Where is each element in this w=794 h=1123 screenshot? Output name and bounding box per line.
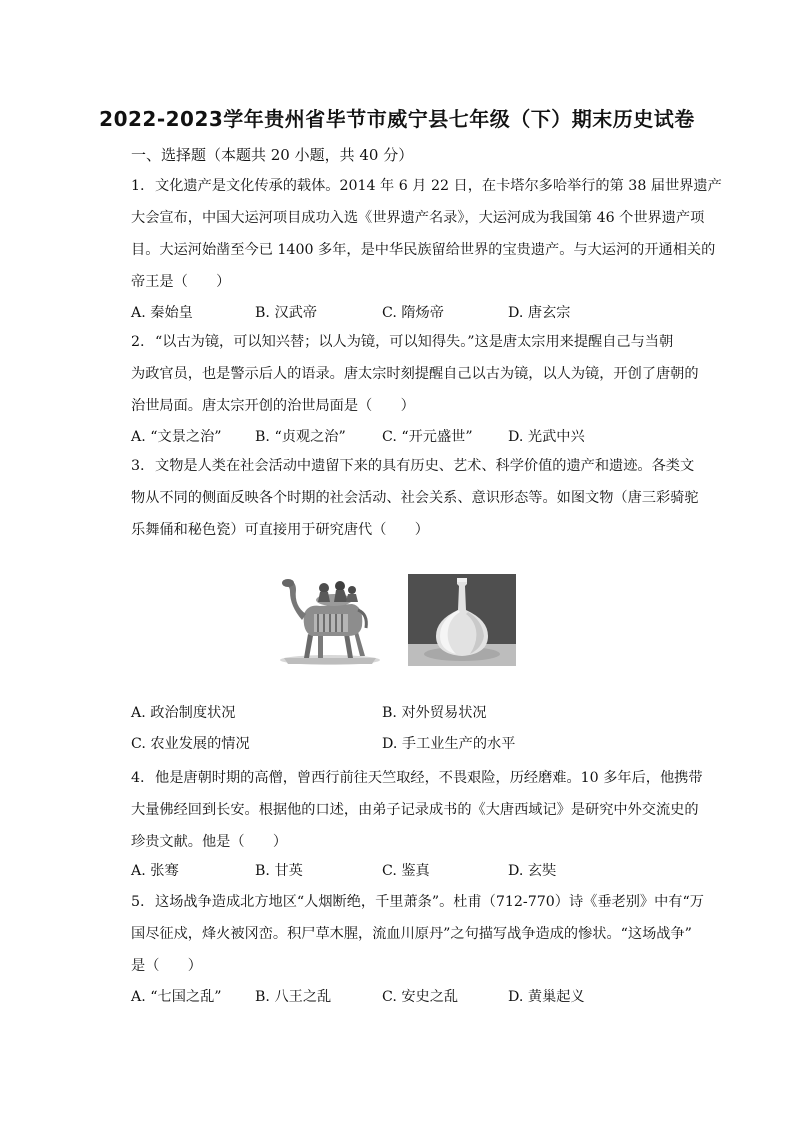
question-text-line: 治世局面。唐太宗开创的治世局面是（ ） bbox=[131, 398, 415, 414]
question-text-line: 珍贵文献。他是（ ） bbox=[131, 834, 288, 850]
question-text-line: 大会宣布，中国大运河项目成功入选《世界遗产名录》，大运河成为我国第 46 个世界遗产项 bbox=[131, 210, 705, 226]
question-2 bbox=[131, 326, 699, 422]
option-a[interactable]: A. 秦始皇 bbox=[131, 305, 193, 321]
option-b[interactable]: B. “贞观之治” bbox=[255, 429, 346, 445]
question-text-line: 他是唐朝时期的高僧，曾西行前往天竺取经，不畏艰险，历经磨难。10 多年后，他携带 bbox=[155, 770, 703, 786]
option-c[interactable]: C. 鉴真 bbox=[382, 863, 430, 879]
question-text-line: 大量佛经回到长安。根据他的口述，由弟子记录成书的《大唐西域记》是研究中外交流史的 bbox=[131, 802, 699, 818]
option-c[interactable]: C. 农业发展的情况 bbox=[131, 736, 250, 752]
question-text-line: 这场战争造成北方地区“人烟断绝，千里萧条”。杜甫（712-770）诗《垂老别》中有“万 bbox=[155, 894, 704, 910]
porcelain-vase-image bbox=[408, 574, 516, 666]
question-text-line: 目。大运河始凿至今已 1400 多年，是中华民族留给世界的宝贵遗产。与大运河的开通相关的 bbox=[131, 242, 716, 258]
question-number: 1. bbox=[131, 178, 145, 194]
option-d[interactable]: D. 唐玄宗 bbox=[508, 305, 571, 321]
question-4 bbox=[131, 762, 703, 858]
question-text-line: 国尽征戍，烽火被冈峦。积尸草木腥，流血川原丹”之句描写战争造成的惨状。“这场战争” bbox=[131, 926, 692, 942]
question-4-options bbox=[131, 860, 731, 888]
camel-figurine-image bbox=[278, 574, 382, 666]
question-text-line: 文化遗产是文化传承的载体。2014 年 6 月 22 日，在卡塔尔多哈举行的第 38 届世界遗产 bbox=[155, 178, 722, 194]
option-b[interactable]: B. 甘英 bbox=[255, 863, 303, 879]
page-title: 2022-2023学年贵州省毕节市威宁县七年级（下）期末历史试卷 bbox=[99, 107, 695, 131]
question-text-line: 乐舞俑和秘色瓷）可直接用于研究唐代（ ） bbox=[131, 522, 429, 538]
option-d[interactable]: D. 手工业生产的水平 bbox=[382, 736, 516, 752]
option-b[interactable]: B. 汉武帝 bbox=[255, 305, 318, 321]
question-text-line: “以古为镜，可以知兴替；以人为镜，可以知得失。”这是唐太宗用来提醒自己与当朝 bbox=[155, 334, 674, 350]
question-number: 5. bbox=[131, 894, 145, 910]
option-a[interactable]: A. 政治制度状况 bbox=[131, 705, 236, 721]
option-d[interactable]: D. 玄奘 bbox=[508, 863, 557, 879]
question-number: 4. bbox=[131, 770, 145, 786]
question-5-options bbox=[131, 986, 731, 1014]
question-3-options-row-1 bbox=[131, 702, 731, 730]
question-3 bbox=[131, 450, 699, 546]
option-c[interactable]: C. 隋炀帝 bbox=[382, 305, 444, 321]
question-1 bbox=[131, 170, 722, 298]
question-5 bbox=[131, 886, 704, 982]
artifact-figures bbox=[278, 574, 518, 668]
option-b[interactable]: B. 八王之乱 bbox=[255, 989, 332, 1005]
option-a[interactable]: A. “文景之治” bbox=[131, 429, 222, 445]
option-c[interactable]: C. “开元盛世” bbox=[382, 429, 473, 445]
question-text-line: 文物是人类在社会活动中遗留下来的具有历史、艺术、科学价值的遗产和遗迹。各类文 bbox=[155, 458, 695, 474]
question-number: 3. bbox=[131, 458, 145, 474]
option-a[interactable]: A. “七国之乱” bbox=[131, 989, 222, 1005]
question-number: 2. bbox=[131, 334, 145, 350]
question-text-line: 物从不同的侧面反映各个时期的社会活动、社会关系、意识形态等。如图文物（唐三彩骑驼 bbox=[131, 490, 699, 506]
option-b[interactable]: B. 对外贸易状况 bbox=[382, 705, 487, 721]
section-heading: 一、选择题（本题共 20 小题，共 40 分） bbox=[131, 146, 414, 164]
option-d[interactable]: D. 黄巢起义 bbox=[508, 989, 585, 1005]
option-c[interactable]: C. 安史之乱 bbox=[382, 989, 459, 1005]
question-text-line: 帝王是（ ） bbox=[131, 274, 231, 290]
option-d[interactable]: D. 光武中兴 bbox=[508, 429, 585, 445]
question-text-line: 是（ ） bbox=[131, 958, 202, 974]
option-a[interactable]: A. 张骞 bbox=[131, 863, 179, 879]
question-text-line: 为政官员，也是警示后人的语录。唐太宗时刻提醒自己以古为镜，以人为镜，开创了唐朝的 bbox=[131, 366, 699, 382]
question-3-options-row-2 bbox=[131, 733, 731, 761]
